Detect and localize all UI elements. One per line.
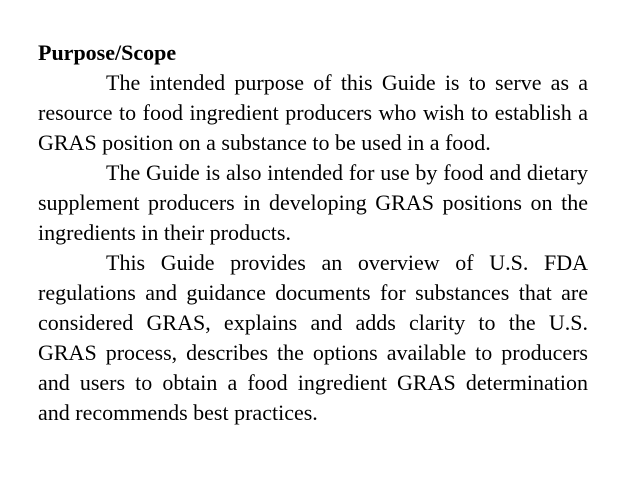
paragraph-overview: This Guide provides an overview of U.S. FDA regulations and guidance documents for substances that are considered GRAS, explains and adds clarity to the U.S. GRAS process, describes the options available to producers and users to obtain a food ingredient GRAS determination and recommends best practices. (38, 250, 588, 425)
paragraph-supplement-use: The Guide is also intended for use by food and dietary supplement producers in developing GRAS positions on the ingredients in their products. (38, 160, 588, 245)
paragraph-purpose: The intended purpose of this Guide is to serve as a resource to food ingredient producers who wish to establish a GRAS position on a substance to be used in a food. (38, 70, 588, 155)
section-heading: Purpose/Scope (38, 40, 177, 65)
